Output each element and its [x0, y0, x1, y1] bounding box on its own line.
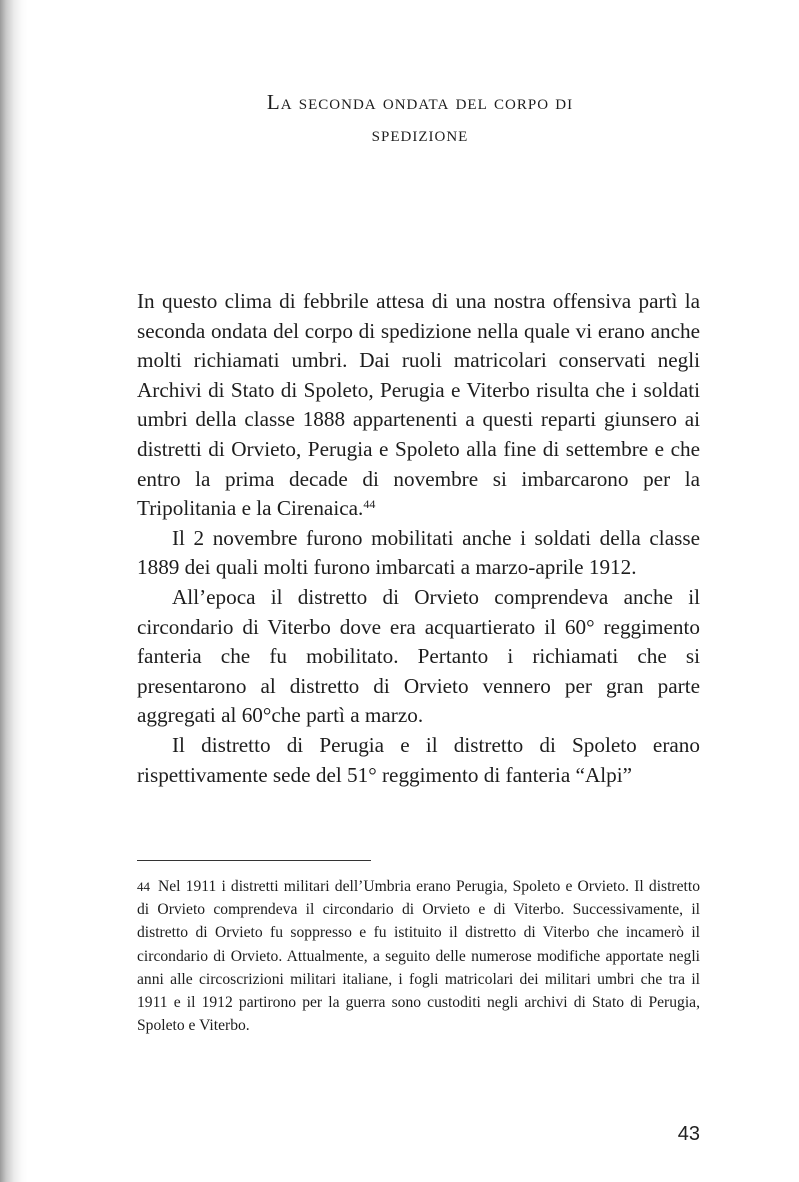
- body-text: [137, 287, 700, 790]
- paragraph-3: All’epoca il distretto di Orvieto comprendeva anche il circondario di Viterbo dove era acquartierato il 60° reggimento fanteria che fu mobilitato. Pertanto i richiamati che si presentarono al distretto di Orvieto vennero per gran parte aggregati al 60°che partì a marzo.: [137, 584, 700, 728]
- chapter-title: [140, 86, 700, 150]
- page-binding-shadow: [0, 0, 28, 1182]
- paragraph-4: Il distretto di Perugia e il distretto di Spoleto erano rispettivamente sede del 51° reggimento di fanteria “Alpi”: [137, 732, 700, 787]
- paragraph-1: [137, 287, 700, 524]
- chapter-title-line-1: La seconda ondata del corpo di: [266, 90, 574, 114]
- page-number: 43: [677, 1123, 700, 1145]
- chapter-title-line-2: spedizione: [371, 122, 469, 146]
- paragraph-1-text: In questo clima di febbrile attesa di una nostra offensiva partì la seconda ondata del corpo di spedizione nella quale vi erano anche molti richiamati umbri. Dai ruoli matricolari conservati negli Archivi di Stato di Spoleto, Perugia e Viterbo risulta che i soldati umbri della classe 1888 appartenenti a questi reparti giunsero ai distretti di Orvieto, Perugia e Spoleto alla fine di settembre e che entro la prima decade di novembre si imbarcarono per la Tripolitania e la Cirenaica.: [137, 289, 700, 521]
- footnote-reference: 44: [363, 497, 376, 512]
- footnote-divider: [137, 860, 371, 861]
- paragraph-2: Il 2 novembre furono mobilitati anche i soldati della classe 1889 dei quali molti furono imbarcati a marzo-aprile 1912.: [137, 525, 700, 580]
- footnote-number: 44: [137, 879, 150, 894]
- footnote-text: Nel 1911 i distretti militari dell’Umbria erano Perugia, Spoleto e Orvieto. Il distretto di Orvieto comprendeva il circondario di Orvieto e di Viterbo. Successivamente, il distretto di Orvieto fu soppresso e fu istituito il distretto di Viterbo che incamerò il circondario di Orvieto. Attualmente, a seguito delle numerose modifiche apportate negli anni alle circoscrizioni militari italiane, i fogli matricolari dei militari umbri che tra il 1911 e il 1912 partirono per la guerra sono custoditi negli archivi di Stato di Perugia, Spoleto e Viterbo.: [137, 878, 700, 1035]
- footnote: [137, 875, 700, 1037]
